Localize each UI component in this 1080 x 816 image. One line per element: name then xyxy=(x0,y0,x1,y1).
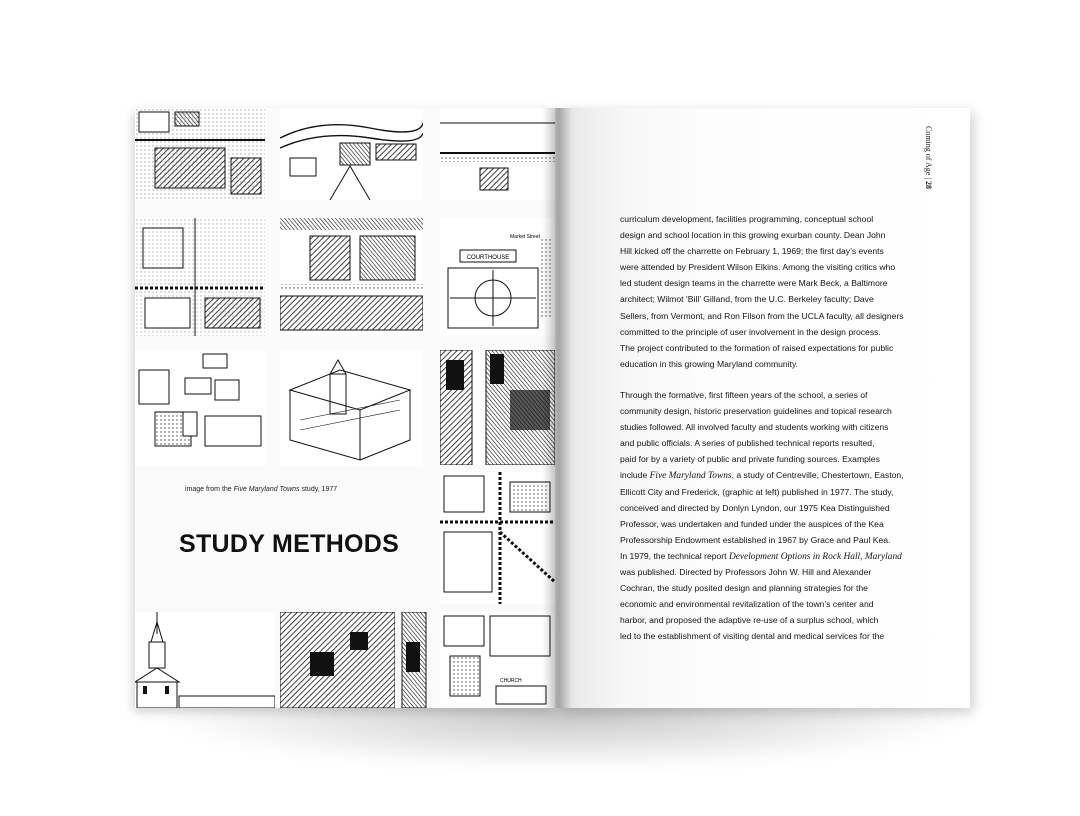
map-tile-4 xyxy=(135,218,265,336)
paragraph-1 xyxy=(620,211,945,372)
text-line: studies followed. All involved faculty and students working with citizens xyxy=(620,422,889,433)
map-tile-3 xyxy=(440,108,555,200)
open-book xyxy=(135,108,970,708)
body-text xyxy=(620,211,945,644)
text-line: The project contributed to the formation of raised expectations for public xyxy=(620,342,894,353)
text-line: Cochran, the study posited design and planning strategies for the xyxy=(620,583,868,594)
text-line: education in this growing Maryland community. xyxy=(620,358,799,369)
map-tile-8 xyxy=(280,350,423,465)
text-line: were attended by President Wilson Elkins. Among the visiting critics who xyxy=(620,262,896,273)
courthouse-label: COURTHOUSE xyxy=(466,255,510,261)
text-line: Hill kicked off the charrette on February 1, 1969; the first day’s events xyxy=(620,246,884,257)
image-caption: image from the Five Maryland Towns study, 1977 xyxy=(185,486,338,493)
running-head: Coming of Age | 28 xyxy=(924,126,933,189)
italic-title: Development Options in Rock Hall, Maryland xyxy=(728,551,902,562)
map-tile-7 xyxy=(135,350,265,465)
text-line: Sellers, from Vermont, and Ron Filson from the UCLA faculty, all designers xyxy=(620,310,904,321)
paragraph-2 xyxy=(620,387,945,645)
text-line: conceived and directed by Donlyn Lyndon, our 1975 Kea Distinguished xyxy=(620,502,890,513)
text-line: harbor, and proposed the adaptive re-use of a surplus school, which xyxy=(620,615,879,626)
map-tile-1 xyxy=(135,108,265,200)
text-line: Professorship Endowment established in 1967 by Grace and Paul Kea. xyxy=(620,534,891,545)
left-page xyxy=(135,108,555,708)
text-line: design and school location in this growing exurban county. Dean John xyxy=(620,230,886,241)
text-line: was published. Directed by Professors John W. Hill and Alexander xyxy=(620,566,872,577)
map-tile-13 xyxy=(440,612,555,708)
text-line: led student design teams in the charrette were Mark Beck, a Baltimore xyxy=(620,278,888,289)
map-tile-12 xyxy=(400,612,428,708)
text-line: include Five Maryland Towns, a study of Centreville, Chestertown, Easton, xyxy=(620,470,904,482)
text-line: led to the establishment of visiting dental and medical services for the xyxy=(620,631,885,642)
section-heading: STUDY METHODS xyxy=(179,530,400,558)
text-line: Ellicott City and Frederick, (graphic at left) published in 1977. The study, xyxy=(620,486,894,497)
text-line: curriculum development, facilities programming, conceptual school xyxy=(620,214,874,224)
map-tile-church xyxy=(135,612,275,708)
text-line: economic and environmental revitalization of the town’s center and xyxy=(620,599,874,610)
street-label-a: Market Street xyxy=(510,234,541,240)
text-line: and public officials. A series of published technical reports resulted, xyxy=(620,438,875,449)
text-line: architect; Wilmot ‘Bill’ Gilland, from the U.C. Berkeley faculty; Dave xyxy=(620,294,874,305)
italic-title: Five Maryland Towns xyxy=(649,471,732,482)
map-tile-11 xyxy=(280,612,395,708)
page-number: 28 xyxy=(924,180,933,189)
church-label: CHURCH xyxy=(500,678,522,684)
text-line: Professor, was undertaken and funded under the auspices of the Kea xyxy=(620,518,884,529)
text-line: committed to the principle of user involvement in the design process. xyxy=(620,326,881,337)
text-line: community design, historic preservation guidelines and topical research xyxy=(620,406,892,417)
right-page xyxy=(555,108,970,708)
text-line: In 1979, the technical report Development Options in Rock Hall, Maryland xyxy=(620,550,902,562)
running-head-title: Coming of Age xyxy=(924,126,933,176)
map-tile-6 xyxy=(440,218,555,336)
text-line: paid for by a variety of public and private funding sources. Examples xyxy=(620,454,880,465)
map-tile-9 xyxy=(440,350,555,465)
map-tile-5 xyxy=(280,218,423,336)
map-tile-2 xyxy=(280,108,423,200)
map-tile-10 xyxy=(440,472,555,604)
text-line: Through the formative, first fifteen years of the school, a series of xyxy=(620,389,868,400)
